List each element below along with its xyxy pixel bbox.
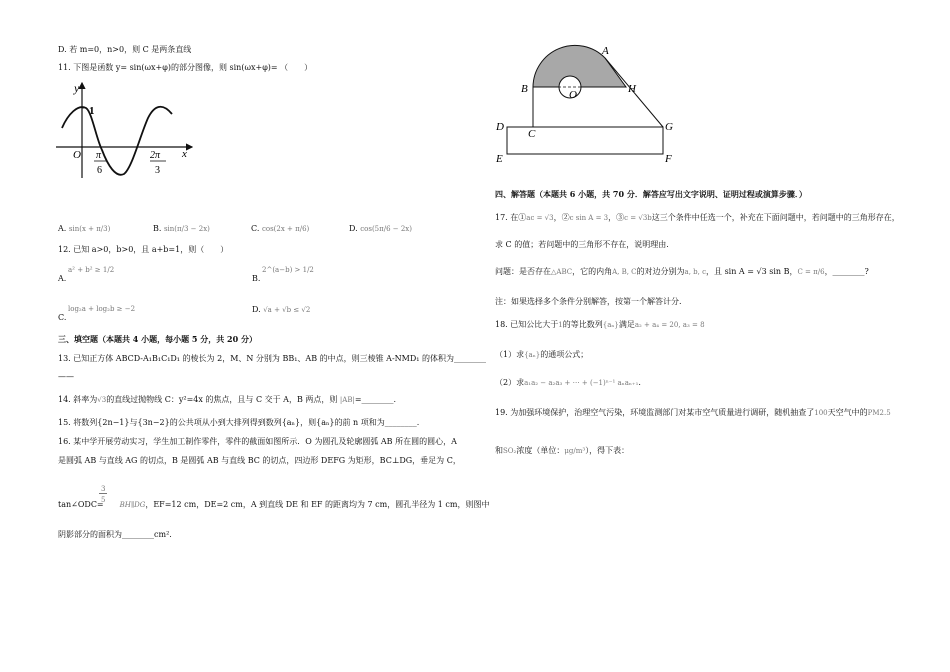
q11-option-b xyxy=(153,224,210,234)
q11-option-a xyxy=(58,224,110,234)
label-a: A xyxy=(602,45,609,57)
q18-p2-expression: a₁a₂ − a₂a₃ + ⋯ + (−1)ⁿ⁻¹ aₙaₙ₊₁ xyxy=(524,379,639,387)
question-17-line-3 xyxy=(495,267,869,277)
q11-option-b-label: B. xyxy=(153,224,162,233)
q16-frac-bar xyxy=(99,493,107,494)
q16-bh-parallel: BH∥DG xyxy=(119,501,146,509)
label-d: D xyxy=(496,121,504,133)
question-16-line-2: 是圆弧 AB 与直线 AG 的切点，B 是圆弧 AB 与直线 BC 的切点，四边形 DEFG 为矩形，BC⊥DG，垂足为 C， xyxy=(58,456,461,465)
label-b: B xyxy=(521,83,528,95)
q18-p1-sequence: {aₙ} xyxy=(524,351,541,359)
tick-2pi-label: 2π xyxy=(150,150,161,161)
q19-so2: SO₂ xyxy=(503,447,517,455)
q16-text-b: ，EF=12 cm，DE=2 cm，A 到直线 DE 和 EF 的距离均为 7 cm，圆孔半径为 1 cm，则图中 xyxy=(145,500,490,509)
q18-p2-text-a: （2）求 xyxy=(495,378,525,387)
q11-option-d-expr: cos(5π/6 − 2x) xyxy=(360,225,412,233)
q19-unit: μg/m³ xyxy=(564,447,586,455)
q14-text-b: 的直线过抛物线 C：y²=4x 的焦点，且与 C 交于 A，B 两点，则 xyxy=(106,395,338,404)
question-16-line-3 xyxy=(58,500,490,510)
q12-option-c xyxy=(58,305,135,323)
q14-abs-ab: |AB| xyxy=(339,396,355,404)
q12-option-d-label: D. xyxy=(252,305,261,314)
q19-text-a: 19. 为加强环境保护，治理空气污染，环境监测部门对某市空气质量进行调研，随机抽查了 xyxy=(495,408,815,417)
q17-text-a: 17. 在① xyxy=(495,213,527,222)
q12-option-c-expr: log₂a + log₂b ≥ −2 xyxy=(68,305,136,313)
q12-option-b xyxy=(252,266,314,284)
section-4-heading: 四、解答题（本题共 6 小题，共 70 分．解答应写出文字说明、证明过程或演算步骤．） xyxy=(495,189,807,199)
q17-problem-c: 的对边分别为 xyxy=(636,267,685,276)
q11-option-b-expr: sin(π/3 − 2x) xyxy=(163,225,210,233)
label-o: O xyxy=(569,89,577,101)
q18-text-a: 18. 已知公比大于 xyxy=(495,320,559,329)
label-f: F xyxy=(665,153,672,165)
question-18 xyxy=(495,320,705,330)
q17-angles: A, B, C xyxy=(612,268,637,276)
q17-angle-c: C = π/6 xyxy=(797,268,825,276)
q17-problem-a: 问题：是否存在 xyxy=(495,267,551,276)
question-11: 11. 下图是函数 y= sin(ωx+φ)的部分图像，则 sin(ωx+φ)= （ ） xyxy=(58,63,313,72)
tick-pi-label: π xyxy=(96,150,102,161)
q17-problem-d: ，且 sin A = √3 sin B， xyxy=(706,267,798,276)
section-3-heading: 三、填空题（本题共 4 小题，每小题 5 分，共 20 分） xyxy=(58,334,257,344)
question-15: 15. 将数列{2n−1}与{3n−2}的公共项从小到大排列得到数列{aₙ}，则{aₙ}的前 n 项和为________. xyxy=(58,418,420,427)
q18-p1-text-a: （1）求 xyxy=(495,350,525,359)
q12-option-d-expr: √a + √b ≤ √2 xyxy=(263,306,311,314)
q12-option-a xyxy=(58,266,114,284)
question-18-part-1 xyxy=(495,350,588,360)
q11-option-a-expr: sin(x + π/3) xyxy=(68,225,111,233)
label-e: E xyxy=(496,153,503,165)
q14-sqrt3: √3 xyxy=(97,396,107,404)
question-17-line-1 xyxy=(495,213,900,223)
q17-problem-e: ，________? xyxy=(824,267,869,276)
question-13: 13. 已知正方体 ABCD-A₁B₁C₁D₁ 的棱长为 2，M、N 分别为 BB₁、AB 的中点，则三棱锥 A-NMD₁ 的体积为________ xyxy=(58,354,487,363)
q11-option-c-label: C. xyxy=(251,224,260,233)
q16-frac-denominator: 5 xyxy=(101,496,106,504)
q16-frac-numerator: 3 xyxy=(101,485,106,493)
q19-hundred: 100 xyxy=(814,409,828,417)
q12-option-d xyxy=(252,305,310,315)
label-h: H xyxy=(628,83,636,95)
question-17-line-2: 求 C 的值；若问题中的三角形不存在，说明理由. xyxy=(495,240,669,249)
one-label: 1 xyxy=(89,105,95,117)
q17-condition-2: c sin A = 3 xyxy=(569,214,609,222)
q17-triangle: △ABC xyxy=(551,268,573,276)
q18-text-c: 满足 xyxy=(618,320,635,329)
q18-condition: a₂ + a₄ = 20, a₃ = 8 xyxy=(634,321,705,329)
q19-text-b: 天空气中的 xyxy=(827,408,868,417)
q16-tan-text: tan∠ODC= xyxy=(58,500,104,509)
q17-text-c: ，③ xyxy=(608,213,625,222)
q17-problem-b: ，它的内角 xyxy=(572,267,613,276)
q12-option-a-label: A. xyxy=(58,274,67,284)
q11-option-c xyxy=(251,224,309,234)
q14-text-a: 14. 斜率为 xyxy=(58,395,98,404)
question-19-line-1 xyxy=(495,408,891,418)
question-13-continuation: —— xyxy=(58,372,74,381)
q12-option-b-expr: 2^(a−b) > 1/2 xyxy=(262,266,314,274)
q18-sequence: {aₙ} xyxy=(602,321,619,329)
q19-pm25: PM2.5 xyxy=(867,409,891,417)
question-19-line-2 xyxy=(495,446,629,456)
q14-text-c: =________. xyxy=(354,395,397,404)
question-17-note: 注：如果选择多个条件分别解答，按第一个解答计分. xyxy=(495,297,682,306)
q12-option-a-expr: a² + b² ≥ 1/2 xyxy=(68,266,115,274)
option-d-previous: D. 若 m=0，n>0，则 C 是两条直线 xyxy=(58,45,192,54)
q12-option-c-label: C. xyxy=(58,313,67,323)
q18-text-b: 的等比数列 xyxy=(562,320,603,329)
q18-p1-text-b: 的通项公式； xyxy=(540,350,589,359)
q18-one: 1 xyxy=(558,321,563,329)
question-14 xyxy=(58,395,396,405)
question-16-line-1: 16. 某中学开展劳动实习，学生加工制作零件，零件的截面如图所示．O 为圆孔及轮廓圆弧 AB 所在圆的圆心，A xyxy=(58,437,457,446)
question-16-line-4: 阴影部分的面积为________cm². xyxy=(58,530,172,539)
q11-option-d xyxy=(349,224,412,234)
y-axis-label: y xyxy=(74,81,80,95)
x-axis-label: x xyxy=(182,148,187,160)
q17-condition-3: c = √3b xyxy=(624,214,652,222)
tick-three-label: 3 xyxy=(155,165,160,176)
question-12: 12. 已知 a>0，b>0，且 a+b=1，则（ ） xyxy=(58,245,229,254)
q19-text-e: ），得下表： xyxy=(585,446,630,455)
q17-text-d: 这三个条件中任选一个，补充在下面问题中，若问题中的三角形存在， xyxy=(651,213,900,222)
label-c: C xyxy=(528,128,536,140)
tick-six-label: 6 xyxy=(97,165,102,176)
sine-graph-figure xyxy=(52,78,202,183)
q11-option-d-label: D. xyxy=(349,224,358,233)
q19-text-c: 和 xyxy=(495,446,503,455)
q17-condition-1: ac = √3 xyxy=(526,214,554,222)
part-cross-section-figure xyxy=(490,40,690,170)
question-18-part-2: （2）求a₁a₂ − a₂a₃ + ⋯ + (−1)ⁿ⁻¹ aₙaₙ₊₁. xyxy=(495,378,641,387)
label-g: G xyxy=(665,121,673,133)
q12-option-b-label: B. xyxy=(252,274,261,284)
origin-label: O xyxy=(73,149,81,161)
q17-sides: a, b, c xyxy=(684,268,707,276)
q11-option-a-label: A. xyxy=(58,224,67,233)
q17-text-b: ，② xyxy=(553,213,570,222)
q19-text-d: 浓度（单位： xyxy=(516,446,565,455)
q11-option-c-expr: cos(2x + π/6) xyxy=(261,225,310,233)
